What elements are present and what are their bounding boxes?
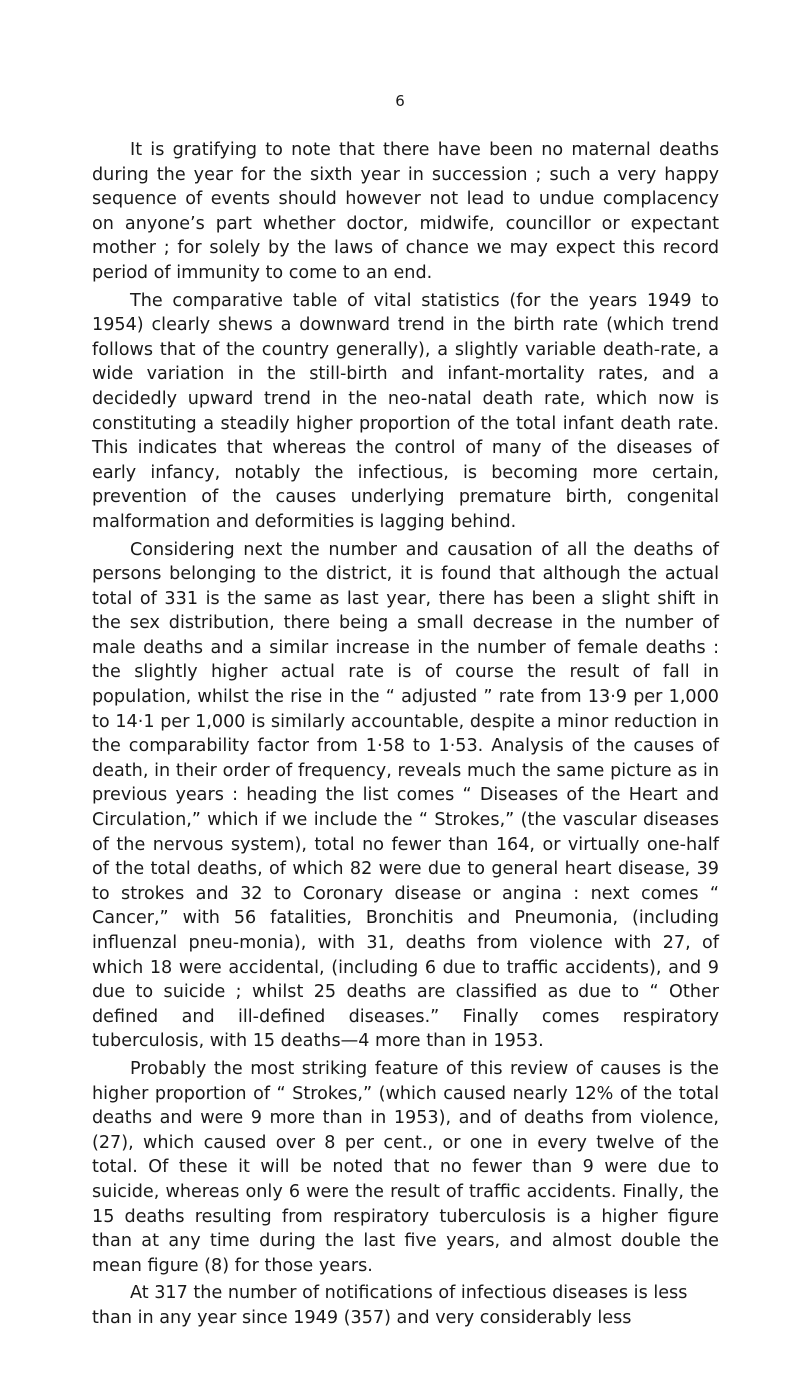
page-number: 6 [395, 92, 405, 110]
paragraph-maternal-deaths: It is gratifying to note that there have been no maternal deaths during the year for the sixth year in succession ; such a very happy sequence of events should however not lead to undue complacency on anyone’s part whether doctor, midwife, councillor or expectant mother ; for solely by the laws of chance we may expect this record period of immunity to come to an end. [92, 140, 719, 283]
paragraph-striking-feature: Probably the most striking feature of this review of causes is the higher proportion of “ Strokes,” (which caused nearly 12% of the total deaths and were 9 more than in 1953), and of deaths from violence, (27), which caused over 8 per cent., or one in every twelve of the total. Of these it will be noted that no fewer than 9 were due to suicide, whereas only 6 were the result of traffic accidents. Finally, the 15 deaths resulting from respiratory tuberculosis is a higher figure than at any time during the last five years, and almost double the mean figure (8) for those years. [92, 1058, 719, 1276]
paragraph-causes-of-death: Considering next the number and causation of all the deaths of persons belonging to the district, it is found that although the actual total of 331 is the same as last year, there has been a slight shift in the sex distribution, there being a small decrease in the number of male deaths and a similar increase in the number of female deaths : the slightly higher actual rate is of course the result of fall in population, whilst the rise in the “ adjusted ” rate from 13·9 per 1,000 to 14·1 per 1,000 is similarly accountable, despite a minor reduction in the comparability factor from 1·58 to 1·53. Analysis of the causes of death, in their order of frequency, reveals much the same picture as in previous years : heading the list comes “ Diseases of the Heart and Circulation,” which if we include the “ Strokes,” (the vascular diseases of the nervous system), total no fewer than 164, or virtually one-half of the total deaths, of which 82 were due to general heart disease, 39 to strokes and 32 to Coronary disease or angina : next comes “ Cancer,” with 56 fatalities, Bronchitis and Pneumonia, (including influenzal pneu-monia), with 31, deaths from violence with 27, of which 18 were accidental, (including 6 due to traffic accidents), and 9 due to suicide ; whilst 25 deaths are classified as due to “ Other defined and ill-defined diseases.” Finally comes respiratory tuberculosis, with 15 deaths—4 more than in 1953. [92, 539, 719, 1052]
paragraph-vital-statistics: The comparative table of vital statistics (for the years 1949 to 1954) clearly shews a downward trend in the birth rate (which trend follows that of the country generally), a slightly variable death-rate, a wide variation in the still-birth and infant-mortality rates, and a decidedly upward trend in the neo-natal death rate, which now is constituting a steadily higher proportion of the total infant death rate. This indicates that whereas the control of many of the diseases of early infancy, notably the infectious, is becoming more certain, prevention of the causes underlying premature birth, congenital malformation and deformities is lagging behind. [92, 290, 719, 532]
paragraph-notifications: At 317 the number of notifications of infectious diseases is less than in any year since 1949 (357) and very considerably less [92, 1283, 688, 1328]
document-body [92, 138, 719, 1331]
